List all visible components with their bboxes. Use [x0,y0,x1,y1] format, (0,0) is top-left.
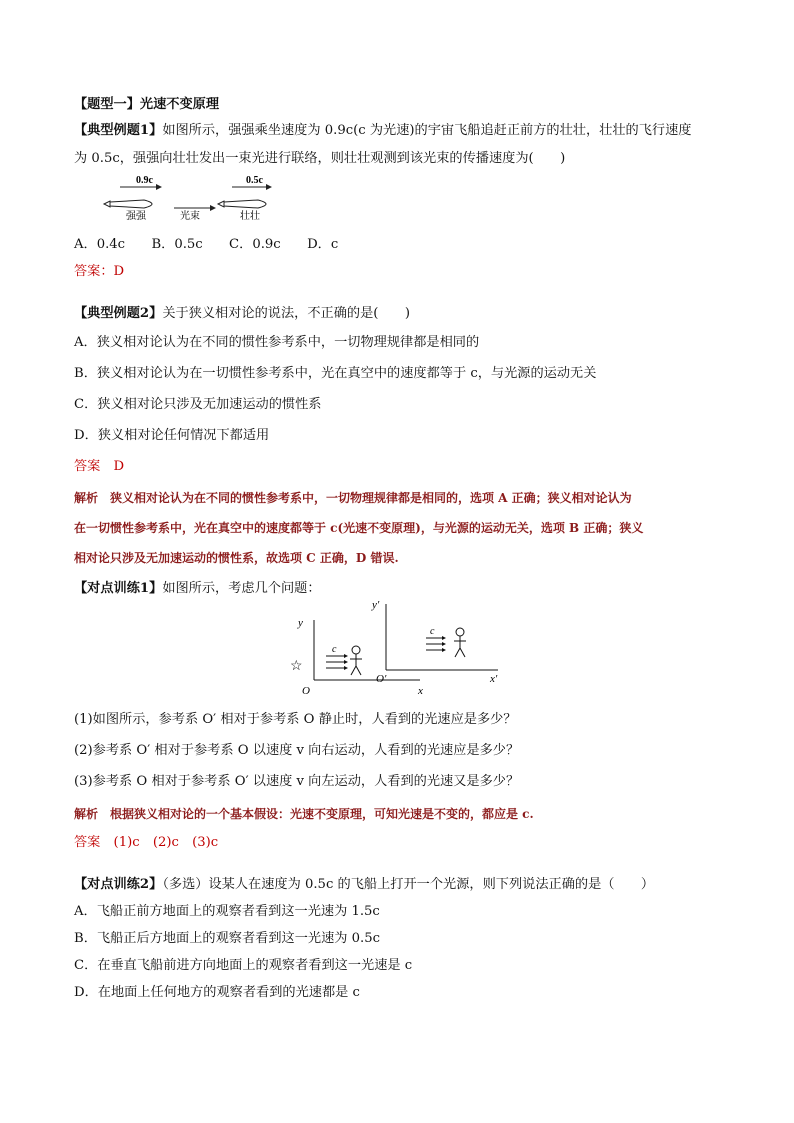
section-title: 【题型一】光速不变原理 [74,97,220,112]
training2-option-d: D．在地面上任何地方的观察者看到的光速都是 c [74,985,360,1000]
fig-name-2: 壮壮 [240,211,260,220]
example1-text1: 如图所示，强强乘坐速度为 0.9c(c 为光速)的宇宙飞船追赶正前方的壮壮，壮壮的飞行速度 [162,123,692,138]
training1-answer: 答案 (1)c (2)c (3)c [74,835,219,850]
example1-options: A．0.4c B．0.5c C．0.9c D．c [74,237,339,252]
light-rays-right [426,638,442,650]
light-rays-left [326,656,344,668]
reference-frames-figure [282,596,512,698]
fig-arrowhead-1 [156,184,162,190]
training1-explanation: 解析 根据狭义相对论的一个基本假设：光速不变原理，可知光速是不变的，都应是 c. [74,807,534,821]
example2-option-a: A．狭义相对论认为在不同的惯性参考系中，一切物理规律都是相同的 [74,335,480,350]
fig-name-1: 强强 [126,211,146,220]
label-y: y [298,617,303,629]
training1-question-3: (3)参考系 O 相对于参考系 O′ 以速度 v 向左运动，人看到的光速又是多少？ [74,774,520,789]
stick-figure-left [350,646,362,675]
example2-tag: 【典型例题2】 [74,306,163,321]
example2-line [74,305,410,323]
example2-text: 关于狭义相对论的说法，不正确的是( ) [162,306,410,321]
example2-option-d: D．狭义相对论任何情况下都适用 [74,428,270,443]
fig-beam-label: 光束 [180,211,200,220]
fig-arrowhead-2 [266,184,272,190]
example2-explanation-2: 在一切惯性参考系中，光在真空中的速度都等于 c(光速不变原理)，与光源的运动无关，选项 B 正确；狭义 [74,521,644,535]
training2-option-c: C．在垂直飞船前进方向地面上的观察者看到这一光速是 c [74,958,413,973]
training1-question-1: (1)如图所示，参考系 O′ 相对于参考系 O 静止时，人看到的光速应是多少？ [74,712,517,727]
training2-line [74,876,654,894]
fig-ship-2 [224,200,266,208]
training2-option-b: B．飞船正后方地面上的观察者看到这一光速为 0.5c [74,931,380,946]
label-y-prime: y′ [372,599,380,611]
light-ray-heads-right [442,636,446,652]
training2-tag: 【对点训练2】 [74,877,163,892]
label-c-right: c [430,626,435,637]
fig-ship2-tail [218,201,224,207]
fig-velocity-2: 0.5c [246,175,263,186]
label-o-prime: O′ [376,673,387,685]
spaceship-figure [100,172,290,220]
example1-line1 [74,122,691,140]
light-ray-heads-left [344,654,348,670]
training1-text: 如图所示，考虑几个问题： [162,581,321,596]
label-o: O [302,685,310,697]
example2-option-c: C．狭义相对论只涉及无加速运动的惯性系 [74,397,322,412]
fig-ship-1 [110,200,152,208]
training2-option-a: A．飞船正前方地面上的观察者看到这一光速为 1.5c [74,904,380,919]
example2-answer: 答案 D [74,459,125,474]
fig-velocity-1: 0.9c [136,175,153,186]
fig-beam-arrowhead [210,205,216,211]
label-x: x [418,685,423,697]
label-x-prime: x′ [490,673,498,685]
training1-question-2: (2)参考系 O′ 相对于参考系 O 以速度 v 向右运动，人看到的光速应是多少？ [74,743,520,758]
example2-option-b: B．狭义相对论认为在一切惯性参考系中，光在真空中的速度都等于 c，与光源的运动无关 [74,366,597,381]
training1-tag: 【对点训练1】 [74,581,163,596]
fig-ship1-tail [104,201,110,207]
example2-explanation-3: 相对论只涉及无加速运动的惯性系，故选项 C 正确，D 错误. [74,551,399,565]
example1-tag: 【典型例题1】 [74,123,163,138]
stick-figure-right [454,628,466,657]
example1-text2: 为 0.5c，强强向壮壮发出一束光进行联络，则壮壮观测到该光束的传播速度为( ) [74,151,566,166]
training2-text: （多选）设某人在速度为 0.5c 的飞船上打开一个光源，则下列说法正确的是（ ） [162,877,655,892]
label-c-left: c [332,644,337,655]
example2-explanation-1: 解析 狭义相对论认为在不同的惯性参考系中，一切物理规律都是相同的，选项 A 正确；狭义相对论认为 [74,491,632,505]
light-source-icon: ☆ [290,659,303,674]
example1-answer: 答案：D [74,264,125,279]
